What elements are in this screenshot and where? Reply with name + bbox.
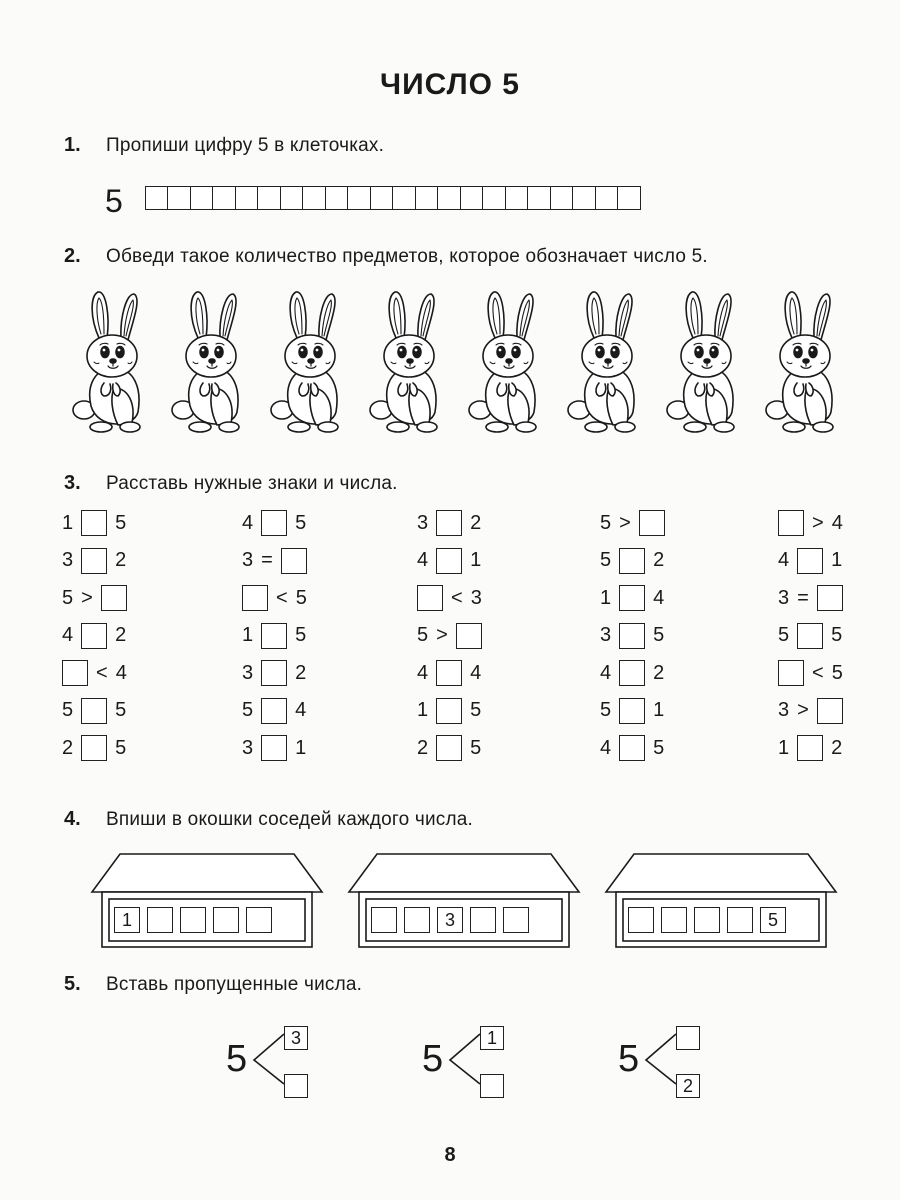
comparison-item: [417, 508, 481, 538]
comparison-item: [62, 546, 126, 576]
given-number: 5: [295, 511, 307, 534]
comparison-item: [417, 733, 481, 763]
house-window-empty[interactable]: [628, 907, 654, 933]
answer-box[interactable]: [817, 698, 843, 724]
number-houses: [90, 852, 838, 952]
comparison-sign: >: [619, 511, 631, 534]
comparison-item: [417, 658, 481, 688]
answer-box[interactable]: [436, 510, 462, 536]
given-number: 3: [242, 661, 254, 684]
writing-cell[interactable]: [280, 186, 304, 210]
given-number: 5: [470, 736, 482, 759]
house-window-empty[interactable]: [727, 907, 753, 933]
comparison-item: [242, 508, 306, 538]
given-number: 1: [600, 586, 612, 609]
answer-box[interactable]: [436, 735, 462, 761]
number-composition: [226, 1022, 316, 1102]
answer-box[interactable]: [436, 548, 462, 574]
comparison-item: [417, 696, 481, 726]
composition-part-top[interactable]: [676, 1026, 700, 1050]
house-window-filled: 3: [437, 907, 463, 933]
given-number: 5: [295, 624, 307, 646]
composition-part-top: 3: [284, 1026, 308, 1050]
comparison-item: [62, 508, 126, 538]
answer-box[interactable]: [797, 735, 823, 761]
comparison-item: [242, 546, 307, 576]
house-window-filled: 5: [760, 907, 786, 933]
writing-cell[interactable]: [415, 186, 439, 210]
composition-whole: 5: [422, 1038, 444, 1080]
writing-cell[interactable]: [212, 186, 236, 210]
answer-box[interactable]: [261, 623, 287, 649]
comparison-sign: =: [261, 549, 273, 571]
house-window-empty[interactable]: [661, 907, 687, 933]
comparison-item: [778, 696, 843, 726]
given-number: 3: [470, 586, 482, 609]
writing-cell[interactable]: [572, 186, 596, 210]
bunny-icon[interactable]: [759, 288, 847, 438]
writing-cell[interactable]: [235, 186, 259, 210]
page-number: 8: [444, 1144, 456, 1166]
comparison-sign: >: [436, 624, 448, 646]
answer-box[interactable]: [436, 698, 462, 724]
answer-box[interactable]: [261, 510, 287, 536]
given-number: 5: [600, 699, 612, 721]
given-number: 3: [778, 586, 790, 609]
comparison-item: [417, 583, 482, 613]
writing-cell[interactable]: [325, 186, 349, 210]
given-number: 4: [62, 624, 74, 646]
answer-box[interactable]: [62, 660, 88, 686]
composition-part-bottom: 2: [676, 1074, 700, 1098]
answer-box[interactable]: [81, 698, 107, 724]
comparison-item: [62, 696, 126, 726]
given-number: 4: [831, 511, 843, 534]
comparison-sign: >: [81, 586, 93, 609]
answer-box[interactable]: [797, 623, 823, 649]
given-number: 2: [115, 549, 127, 571]
comparison-item: [778, 546, 842, 576]
comparison-item: [417, 621, 482, 651]
given-number: 5: [600, 511, 612, 534]
comparison-item: [778, 508, 843, 538]
given-number: 5: [653, 624, 665, 646]
given-number: 1: [470, 549, 482, 571]
given-number: 4: [295, 699, 307, 721]
answer-box[interactable]: [817, 585, 843, 611]
given-number: 4: [417, 661, 429, 684]
house-window-empty[interactable]: [503, 907, 529, 933]
task-2-number: 2.: [64, 245, 81, 267]
given-number: 5: [831, 661, 843, 684]
task-3-text: Расставь нужные знаки и числа.: [106, 473, 398, 494]
comparison-sign: >: [812, 511, 824, 534]
number-house: [347, 852, 581, 952]
writing-cell[interactable]: [550, 186, 574, 210]
answer-box[interactable]: [81, 735, 107, 761]
comparison-sign: >: [797, 699, 809, 721]
comparison-item: [778, 583, 843, 613]
given-number: 2: [470, 511, 482, 534]
bunny-icon[interactable]: [462, 288, 550, 438]
given-number: 4: [778, 549, 790, 571]
answer-box[interactable]: [101, 585, 127, 611]
composition-part-bottom[interactable]: [284, 1074, 308, 1098]
given-number: 4: [417, 549, 429, 571]
answer-box[interactable]: [619, 585, 645, 611]
writing-cell[interactable]: [392, 186, 416, 210]
house-window-empty[interactable]: [694, 907, 720, 933]
comparison-item: [62, 621, 126, 651]
writing-cell[interactable]: [527, 186, 551, 210]
given-number: 4: [600, 736, 612, 759]
comparison-item: [600, 508, 665, 538]
given-number: 3: [600, 624, 612, 646]
answer-box[interactable]: [619, 548, 645, 574]
given-number: 5: [470, 699, 482, 721]
given-number: 5: [600, 549, 612, 571]
bunny-icon[interactable]: [561, 288, 649, 438]
comparison-item: [778, 658, 843, 688]
given-number: 3: [242, 736, 254, 759]
writing-cell[interactable]: [505, 186, 529, 210]
given-number: 5: [295, 586, 307, 609]
given-number: 5: [115, 736, 127, 759]
given-number: 1: [242, 624, 254, 646]
answer-box[interactable]: [281, 548, 307, 574]
comparison-item: [242, 658, 306, 688]
given-number: 5: [831, 624, 843, 646]
answer-box[interactable]: [261, 698, 287, 724]
bunny-row: [66, 288, 847, 438]
composition-part-top: 1: [480, 1026, 504, 1050]
house-window-empty[interactable]: [180, 907, 206, 933]
comparison-sign: <: [96, 661, 108, 684]
answer-box[interactable]: [619, 698, 645, 724]
writing-cell[interactable]: [460, 186, 484, 210]
given-number: 2: [831, 736, 843, 759]
writing-cell[interactable]: [595, 186, 619, 210]
writing-cell[interactable]: [302, 186, 326, 210]
answer-box[interactable]: [81, 623, 107, 649]
writing-cell[interactable]: [145, 186, 169, 210]
task-4-number: 4.: [64, 808, 81, 830]
given-number: 2: [295, 661, 307, 684]
writing-cell[interactable]: [257, 186, 281, 210]
answer-box[interactable]: [778, 660, 804, 686]
given-number: 4: [115, 661, 127, 684]
task-3-number: 3.: [64, 472, 81, 494]
comparison-item: [778, 621, 842, 651]
comparison-item: [62, 583, 127, 613]
bunny-icon[interactable]: [264, 288, 352, 438]
given-number: 5: [115, 699, 127, 721]
writing-cell[interactable]: [347, 186, 371, 210]
comparison-item: [600, 546, 664, 576]
house-window-empty[interactable]: [470, 907, 496, 933]
answer-box[interactable]: [619, 735, 645, 761]
house-window-empty[interactable]: [147, 907, 173, 933]
comparison-item: [242, 583, 307, 613]
given-number: 2: [653, 661, 665, 684]
task-1-number: 1.: [64, 134, 81, 156]
given-number: 5: [242, 699, 254, 721]
comparison-sign: <: [812, 661, 824, 684]
number-composition: [618, 1022, 708, 1102]
writing-cell[interactable]: [370, 186, 394, 210]
given-number: 4: [242, 511, 254, 534]
answer-box[interactable]: [81, 510, 107, 536]
page-title: ЧИСЛО 5: [380, 68, 520, 101]
answer-box[interactable]: [417, 585, 443, 611]
comparison-item: [600, 733, 664, 763]
comparison-sign: <: [451, 586, 463, 609]
given-number: 5: [115, 511, 127, 534]
comparison-item: [417, 546, 481, 576]
given-number: 5: [62, 699, 74, 721]
comparison-sign: <: [276, 586, 288, 609]
comparison-item: [242, 733, 306, 763]
given-number: 3: [62, 549, 74, 571]
task-4-text: Впиши в окошки соседей каждого числа.: [106, 809, 474, 830]
task-2-text: Обведи такое количество предметов, которое обозначает число 5.: [106, 246, 708, 267]
comparison-sign: =: [797, 586, 809, 609]
answer-box[interactable]: [778, 510, 804, 536]
composition-whole: 5: [618, 1038, 640, 1080]
bunny-icon[interactable]: [363, 288, 451, 438]
given-number: 2: [115, 624, 127, 646]
given-number: 2: [417, 736, 429, 759]
comparison-item: [600, 583, 664, 613]
task-1-digit: 5: [105, 183, 123, 219]
answer-box[interactable]: [639, 510, 665, 536]
given-number: 5: [62, 586, 74, 609]
comparison-item: [242, 621, 306, 651]
writing-cell[interactable]: [617, 186, 641, 210]
answer-box[interactable]: [436, 660, 462, 686]
writing-cell[interactable]: [482, 186, 506, 210]
writing-cells[interactable]: [146, 186, 641, 210]
house-window-filled: 1: [114, 907, 140, 933]
given-number: 4: [600, 661, 612, 684]
number-house: [604, 852, 838, 952]
given-number: 1: [295, 736, 307, 759]
comparison-item: [600, 658, 664, 688]
given-number: 4: [470, 661, 482, 684]
answer-box[interactable]: [456, 623, 482, 649]
number-house: [90, 852, 324, 952]
given-number: 1: [831, 549, 843, 571]
answer-box[interactable]: [619, 623, 645, 649]
given-number: 1: [62, 511, 74, 534]
composition-part-bottom[interactable]: [480, 1074, 504, 1098]
comparison-item: [600, 621, 664, 651]
answer-box[interactable]: [261, 660, 287, 686]
bunny-icon[interactable]: [660, 288, 748, 438]
given-number: 3: [417, 511, 429, 534]
comparison-item: [600, 696, 664, 726]
house-window-empty[interactable]: [213, 907, 239, 933]
writing-cell[interactable]: [437, 186, 461, 210]
task-5-number: 5.: [64, 973, 81, 995]
number-compositions: [226, 1022, 708, 1102]
answer-box[interactable]: [242, 585, 268, 611]
given-number: 1: [417, 699, 429, 721]
given-number: 2: [653, 549, 665, 571]
given-number: 5: [653, 736, 665, 759]
given-number: 1: [653, 699, 665, 721]
house-window-empty[interactable]: [371, 907, 397, 933]
given-number: 2: [62, 736, 74, 759]
answer-box[interactable]: [81, 548, 107, 574]
number-composition: [422, 1022, 512, 1102]
comparison-item: [62, 658, 127, 688]
writing-cell[interactable]: [167, 186, 191, 210]
task-5-text: Вставь пропущенные числа.: [106, 974, 363, 995]
answer-box[interactable]: [619, 660, 645, 686]
answer-box[interactable]: [261, 735, 287, 761]
given-number: 3: [778, 699, 790, 721]
given-number: 3: [242, 549, 254, 571]
given-number: 5: [778, 624, 790, 646]
bunny-icon[interactable]: [165, 288, 253, 438]
answer-box[interactable]: [797, 548, 823, 574]
given-number: 4: [653, 586, 665, 609]
given-number: 5: [417, 624, 429, 646]
comparison-item: [242, 696, 306, 726]
comparison-item: [62, 733, 126, 763]
house-window-empty[interactable]: [404, 907, 430, 933]
composition-whole: 5: [226, 1038, 248, 1080]
comparison-item: [778, 733, 842, 763]
house-window-empty[interactable]: [246, 907, 272, 933]
given-number: 1: [778, 736, 790, 759]
writing-cell[interactable]: [190, 186, 214, 210]
task-1-text: Пропиши цифру 5 в клеточках.: [106, 135, 385, 156]
bunny-icon[interactable]: [66, 288, 154, 438]
